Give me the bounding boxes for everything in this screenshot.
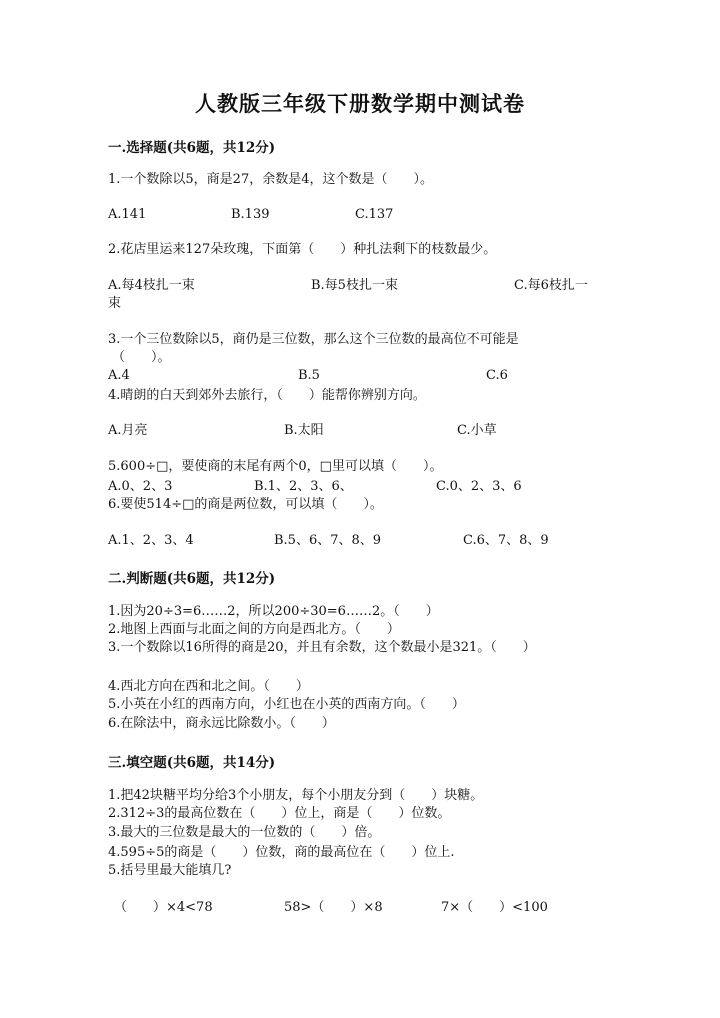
judgment-item: 5.小英在小红的西南方向，小红也在小英的西南方向。（ ）	[108, 697, 465, 712]
option-b: B.每5枝扎一束	[311, 278, 398, 293]
option-a: A.每4枝扎一束	[108, 278, 195, 293]
option-c: C.每6枝扎一	[514, 278, 588, 293]
fill-blank-expression: 58>（ ）×8	[284, 900, 383, 915]
option-b: B.太阳	[284, 423, 324, 438]
option-b: B.5	[298, 368, 320, 383]
option-b: B.1、2、3、6、	[254, 479, 353, 494]
option-a: A.4	[108, 368, 130, 383]
fill-item: 2.312÷3的最高位数在（ ）位上，商是（ ）位数。	[108, 806, 451, 821]
option-b: B.139	[231, 207, 270, 222]
question-stem: 2.花店里运来127朵玫瑰，下面第（ ）种扎法剩下的枝数最少。	[108, 242, 497, 257]
judgment-item: 2.地图上西面与北面之间的方向是西北方。（ ）	[108, 622, 400, 637]
judgment-item: 1.因为20÷3=6……2，所以200÷30=6……2。（ ）	[108, 604, 439, 619]
fill-item: 1.把42块糖平均分给3个小朋友，每个小朋友分到（ ）块糖。	[108, 788, 484, 803]
fill-blank-expression: 7×（ ）<100	[441, 900, 548, 915]
page-title: 人教版三年级下册数学期中测试卷	[195, 91, 525, 116]
judgment-item: 6.在除法中，商永远比除数小。（ ）	[108, 716, 335, 731]
question-stem: 4.晴朗的白天到郊外去旅行，（ ）能帮你辨别方向。	[108, 388, 426, 403]
option-c-wrap: 束	[108, 296, 122, 311]
question-stem: 1.一个数除以5，商是27，余数是4，这个数是（ ）。	[108, 172, 433, 187]
section-heading-judgment: 二.判断题(共6题，共12分)	[108, 571, 276, 587]
section-heading-choice: 一.选择题(共6题，共12分)	[108, 140, 276, 156]
question-stem-wrap: （ ）。	[112, 350, 171, 365]
option-c: C.137	[355, 207, 394, 222]
question-stem: 5.600÷□，要使商的末尾有两个0，□里可以填（ ）。	[108, 459, 443, 474]
judgment-item: 3.一个数除以16所得的商是20，并且有余数，这个数最小是321。（ ）	[108, 640, 536, 655]
question-stem: 3.一个三位数除以5，商仍是三位数，那么这个三位数的最高位不可能是	[108, 332, 519, 347]
option-a: A.141	[108, 207, 147, 222]
option-c: C.6、7、8、9	[463, 533, 549, 548]
option-c: C.6	[486, 368, 508, 383]
option-a: A.0、2、3	[108, 479, 173, 494]
option-c: C.小草	[457, 423, 497, 438]
fill-item: 5.括号里最大能填几?	[108, 863, 232, 878]
option-c: C.0、2、3、6	[436, 479, 522, 494]
fill-blank-expression: （ ）×4<78	[114, 900, 213, 915]
judgment-item: 4.西北方向在西和北之间。（ ）	[108, 679, 309, 694]
fill-item: 4.595÷5的商是（ ）位数，商的最高位在（ ）位上.	[108, 845, 455, 860]
option-b: B.5、6、7、8、9	[274, 533, 382, 548]
fill-item: 3.最大的三位数是最大的一位数的（ ）倍。	[108, 825, 381, 840]
section-heading-fill: 三.填空题(共6题，共14分)	[108, 755, 276, 771]
option-a: A.月亮	[108, 423, 148, 438]
question-stem: 6.要使514÷□的商是两位数，可以填（ ）。	[108, 497, 383, 512]
option-a: A.1、2、3、4	[108, 533, 194, 548]
